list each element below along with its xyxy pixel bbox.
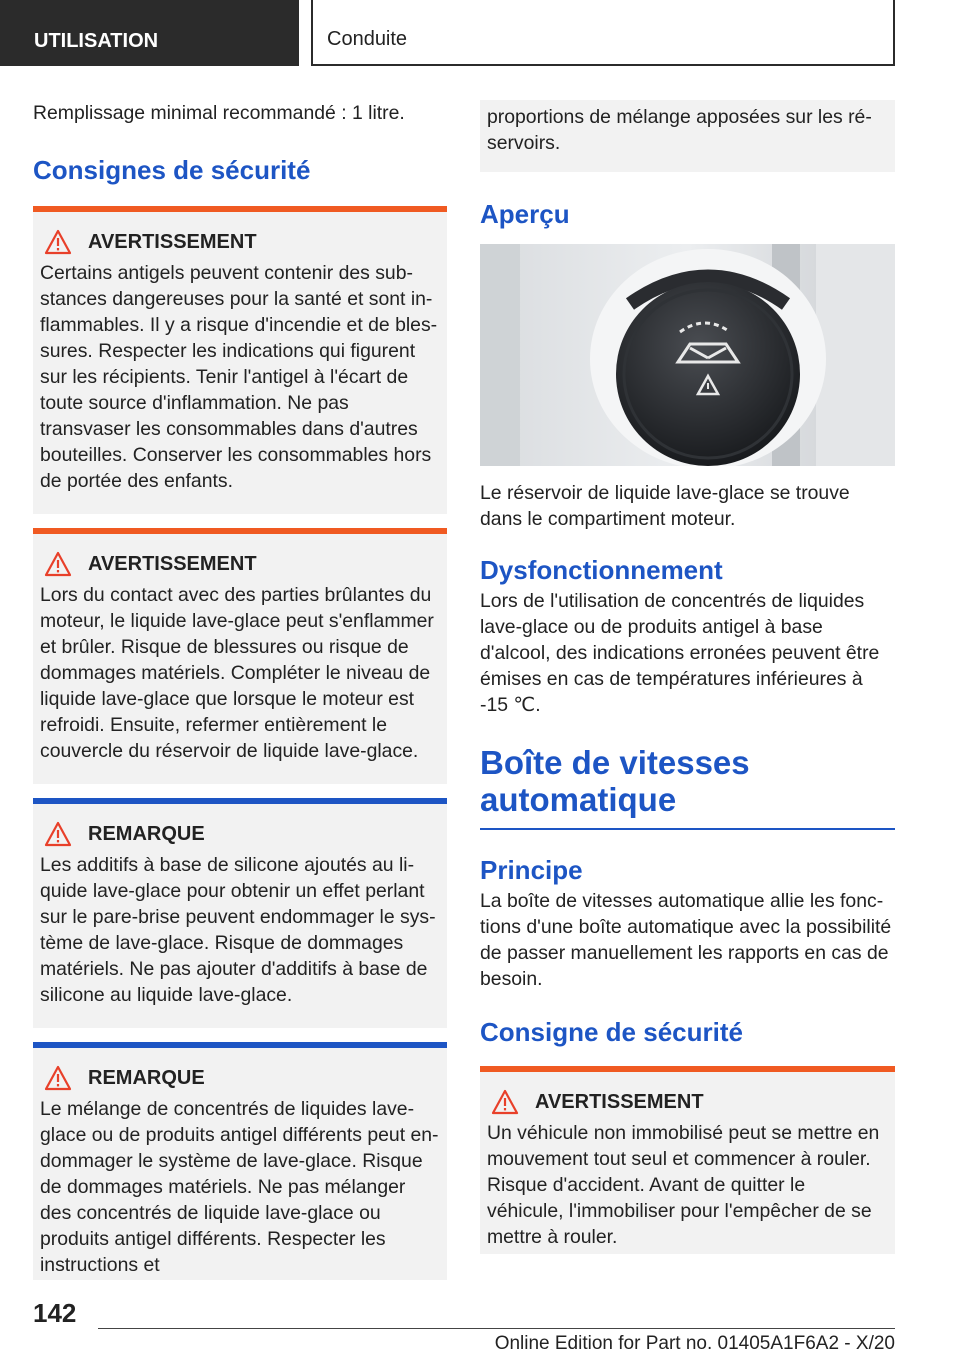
notice-box-2-continuation-text: proportions de mélange apposées sur les réservoirs. bbox=[487, 106, 872, 154]
warning-box-2-text: Lors du contact avec des parties brûlantes du moteur, le liquide lave-glace peut s'enflammer et brûler. Risque de blessures ou risque de dommages matériels. Compléter le niveau de liquide lave-glace que lorsque le moteur est refroidi. Ensuite, refermer entièrement le couvercle du réservoir de liquide lave-glace. bbox=[40, 584, 434, 762]
minimum-fill-text: Remplissage minimal recommandé : 1 litre. bbox=[33, 102, 405, 124]
malfunction-heading: Dysfonctionnement bbox=[480, 555, 723, 585]
warning-box-1-title bbox=[40, 228, 439, 256]
warning-triangle-icon bbox=[44, 1065, 72, 1091]
notice-box-2-text: Le mélange de concentrés de liquides lave-glace ou de produits antigel différents peut endommager le système de lave-glace. Risque de dommages matériels. Ne pas mélanger des concentrés de liquide lave-glace ou produits antigel différents. Respecter les instructions et bbox=[40, 1098, 439, 1276]
left-column bbox=[33, 100, 447, 1280]
safety-note-heading: Consigne de sécurité bbox=[480, 1017, 743, 1047]
warning-box-3-title bbox=[487, 1088, 887, 1116]
warning-triangle-icon bbox=[44, 551, 72, 577]
warning-box-1-label: AVERTISSEMENT bbox=[88, 230, 257, 253]
transmission-title-rule bbox=[480, 828, 895, 830]
overview-heading: Aperçu bbox=[480, 199, 570, 229]
notice-box-1-label: REMARQUE bbox=[88, 822, 205, 845]
notice-box-1-title bbox=[40, 820, 439, 848]
warning-triangle-icon bbox=[491, 1089, 519, 1115]
warning-box-2-label: AVERTISSEMENT bbox=[88, 552, 257, 575]
notice-box-2 bbox=[33, 1042, 447, 1280]
transmission-title-line1: Boîte de vitesses bbox=[480, 744, 750, 781]
header-section-tab bbox=[0, 0, 299, 66]
transmission-title-line2: automatique bbox=[480, 781, 677, 818]
warning-box-2 bbox=[33, 528, 447, 784]
principle-text: La boîte de vitesses automatique allie les fonctions d'une boîte automatique avec la possibilité de passer manuellement les rapports en cas de besoin. bbox=[480, 890, 892, 990]
warning-box-3-text: Un véhicule non immobilisé peut se mettre en mouvement tout seul et commencer à rouler. Risque d'accident. Avant de quitter le véhicule, l'immobiliser pour l'empêcher de se mettre à rouler. bbox=[487, 1122, 880, 1248]
warning-box-3 bbox=[480, 1066, 895, 1254]
washer-reservoir-photo bbox=[480, 244, 895, 466]
header-chapter-label: Conduite bbox=[327, 28, 408, 50]
header-chapter-tab bbox=[311, 0, 895, 66]
header-section-label: UTILISATION bbox=[34, 30, 159, 52]
warning-box-3-label: AVERTISSEMENT bbox=[535, 1090, 704, 1113]
warning-box-1-text: Certains antigels peuvent contenir des substances dangereuses pour la santé et sont inflammables. Il y a risque d'incendie et de blessures. Respecter les indications qui figurent sur les récipients. Tenir l'antigel à l'écart de toute source d'inflammation. Ne pas transvaser les consommables dans d'autres bouteilles. Conserver les consommables hors de portée des enfants. bbox=[40, 262, 438, 492]
notice-box-2-label: REMARQUE bbox=[88, 1066, 205, 1089]
footer-rule bbox=[98, 1328, 895, 1329]
warning-triangle-icon bbox=[44, 821, 72, 847]
principle-heading: Principe bbox=[480, 855, 583, 885]
photo-caption: Le réservoir de liquide lave-glace se trouve dans le compartiment moteur. bbox=[480, 482, 850, 530]
malfunction-text: Lors de l'utilisation de concentrés de liquides lave-glace ou de produits antigel à base d'alcool, des indications erronées peuvent être émises en cas de températures inférieures à -15 ℃. bbox=[480, 590, 880, 716]
footer-edition-text: Online Edition for Part no. 01405A1F6A2 - X/20 bbox=[494, 1333, 895, 1354]
warning-box-1 bbox=[33, 206, 447, 514]
notice-box-2-title bbox=[40, 1064, 439, 1092]
notice-box-2-continuation bbox=[480, 100, 895, 172]
notice-box-1 bbox=[33, 798, 447, 1028]
right-column bbox=[480, 100, 895, 1254]
page-number: 142 bbox=[33, 1298, 77, 1328]
transmission-title-block bbox=[480, 744, 895, 830]
warning-box-2-title bbox=[40, 550, 439, 578]
notice-box-1-text: Les additifs à base de silicone ajoutés au liquide lave-glace pour obtenir un effet perlant sur le pare-brise peuvent endommager le système de lave-glace. Risque de dommages matériels. Ne pas ajouter d'additifs à base de silicone au liquide lave-glace. bbox=[40, 854, 436, 1006]
safety-heading: Consignes de sécurité bbox=[33, 155, 311, 185]
warning-triangle-icon bbox=[44, 229, 72, 255]
